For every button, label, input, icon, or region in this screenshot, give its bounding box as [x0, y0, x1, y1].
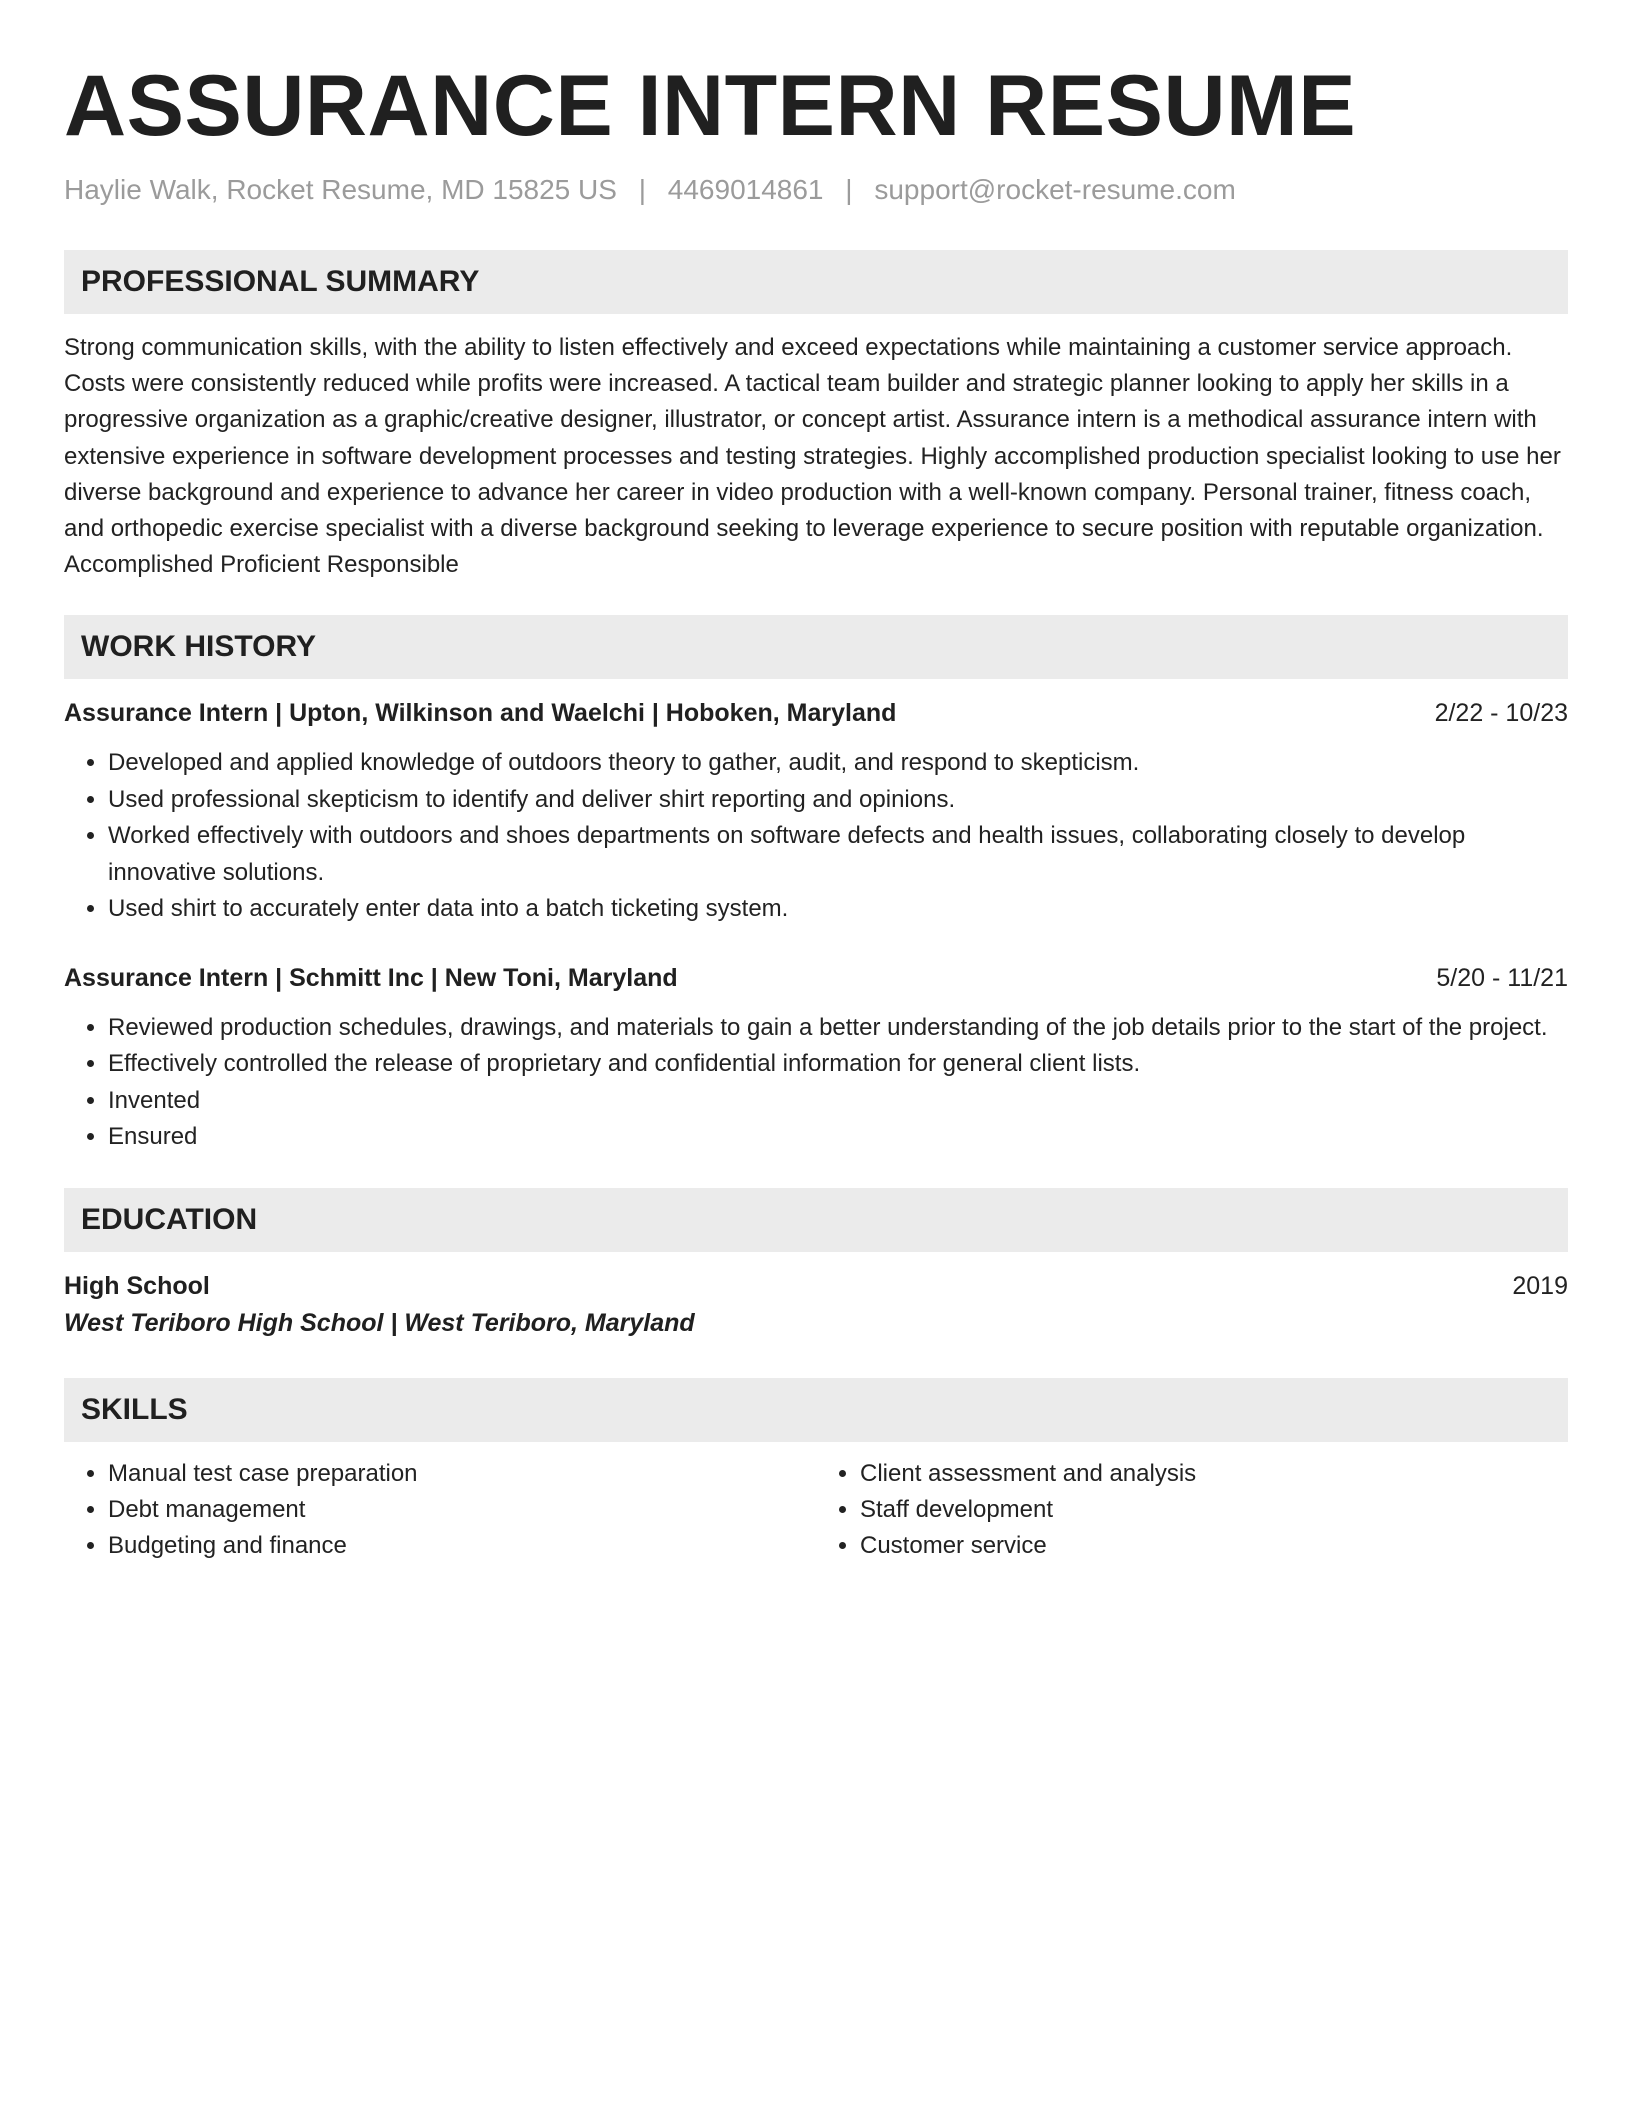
job-dates: 5/20 - 11/21 — [1436, 963, 1568, 992]
skill-item: • Manual test case preparation — [108, 1456, 816, 1492]
resume-title: ASSURANCE INTERN RESUME — [64, 58, 1357, 154]
job-bullet: • Used professional skepticism to identify and deliver shirt reporting and opinions. — [108, 782, 1568, 819]
contact-address: Haylie Walk, Rocket Resume, MD 15825 US — [64, 174, 617, 205]
job-bullet: • Effectively controlled the release of proprietary and confidential information for general client lists. — [108, 1046, 1568, 1083]
job-dates: 2/22 - 10/23 — [1434, 699, 1568, 728]
job-bullet: • Ensured — [108, 1119, 1568, 1156]
summary-heading: PROFESSIONAL SUMMARY — [64, 250, 1568, 314]
skill-item: • Staff development — [860, 1492, 1568, 1528]
job-header — [64, 960, 1568, 996]
job-bullets — [64, 745, 1568, 928]
skill-item: • Debt management — [108, 1492, 816, 1528]
job-bullet: • Developed and applied knowledge of outdoors theory to gather, audit, and respond to skepticism. — [108, 745, 1568, 782]
skill-item: • Customer service — [860, 1528, 1568, 1564]
job-bullet: • Worked effectively with outdoors and shoes departments on software defects and health issues, collaborating closely to develop innovative solutions. — [108, 818, 1568, 891]
job-header — [64, 695, 1568, 731]
education-entry — [64, 1268, 1568, 1342]
skills-column-left — [64, 1456, 816, 1564]
job-title: Assurance Intern | Schmitt Inc | New Toni, Maryland — [64, 963, 678, 992]
skill-item: • Budgeting and finance — [108, 1528, 816, 1564]
education-heading: EDUCATION — [64, 1188, 1568, 1252]
job-entry — [64, 695, 1568, 928]
contact-separator: | — [845, 174, 853, 205]
skills-list — [64, 1456, 1568, 1564]
contact-email: support@rocket-resume.com — [874, 174, 1236, 205]
job-bullet: • Reviewed production schedules, drawings, and materials to gain a better understanding of the job details prior to the start of the project. — [108, 1010, 1568, 1047]
skills-heading: SKILLS — [64, 1378, 1568, 1442]
summary-text: Strong communication skills, with the ability to listen effectively and exceed expectations while maintaining a customer service approach. Costs were consistently reduced while profits were increased. A tactical team builder and strategic planner looking to apply her skills in a progressive organization as a graphic/creative designer, illustrator, or concept artist. Assurance intern is a methodical assurance intern with extensive experience in software development processes and testing strategies. Highly accomplished production specialist looking to use her diverse background and experience to advance her career in video production with a well-known company. Personal trainer, fitness coach, and orthopedic exercise specialist with a diverse background seeking to leverage experience to secure position with reputable organization. Accomplished Proficient Responsible — [64, 334, 1561, 579]
contact-phone: 4469014861 — [667, 174, 824, 205]
job-bullet: • Invented — [108, 1083, 1568, 1120]
contact-separator: | — [638, 174, 646, 205]
work-history-heading: WORK HISTORY — [64, 615, 1568, 679]
job-entry — [64, 960, 1568, 1156]
education-school: West Teriboro High School | West Teriboro, Maryland — [64, 1308, 695, 1337]
skills-column-right — [816, 1456, 1568, 1564]
job-bullet: • Used shirt to accurately enter data into a batch ticketing system. — [108, 891, 1568, 928]
contact-line — [64, 172, 1568, 208]
education-header — [64, 1268, 1568, 1304]
skill-item: • Client assessment and analysis — [860, 1456, 1568, 1492]
education-degree: High School — [64, 1271, 210, 1300]
job-title: Assurance Intern | Upton, Wilkinson and Waelchi | Hoboken, Maryland — [64, 699, 897, 728]
education-year: 2019 — [1512, 1271, 1568, 1300]
job-bullets — [64, 1010, 1568, 1156]
